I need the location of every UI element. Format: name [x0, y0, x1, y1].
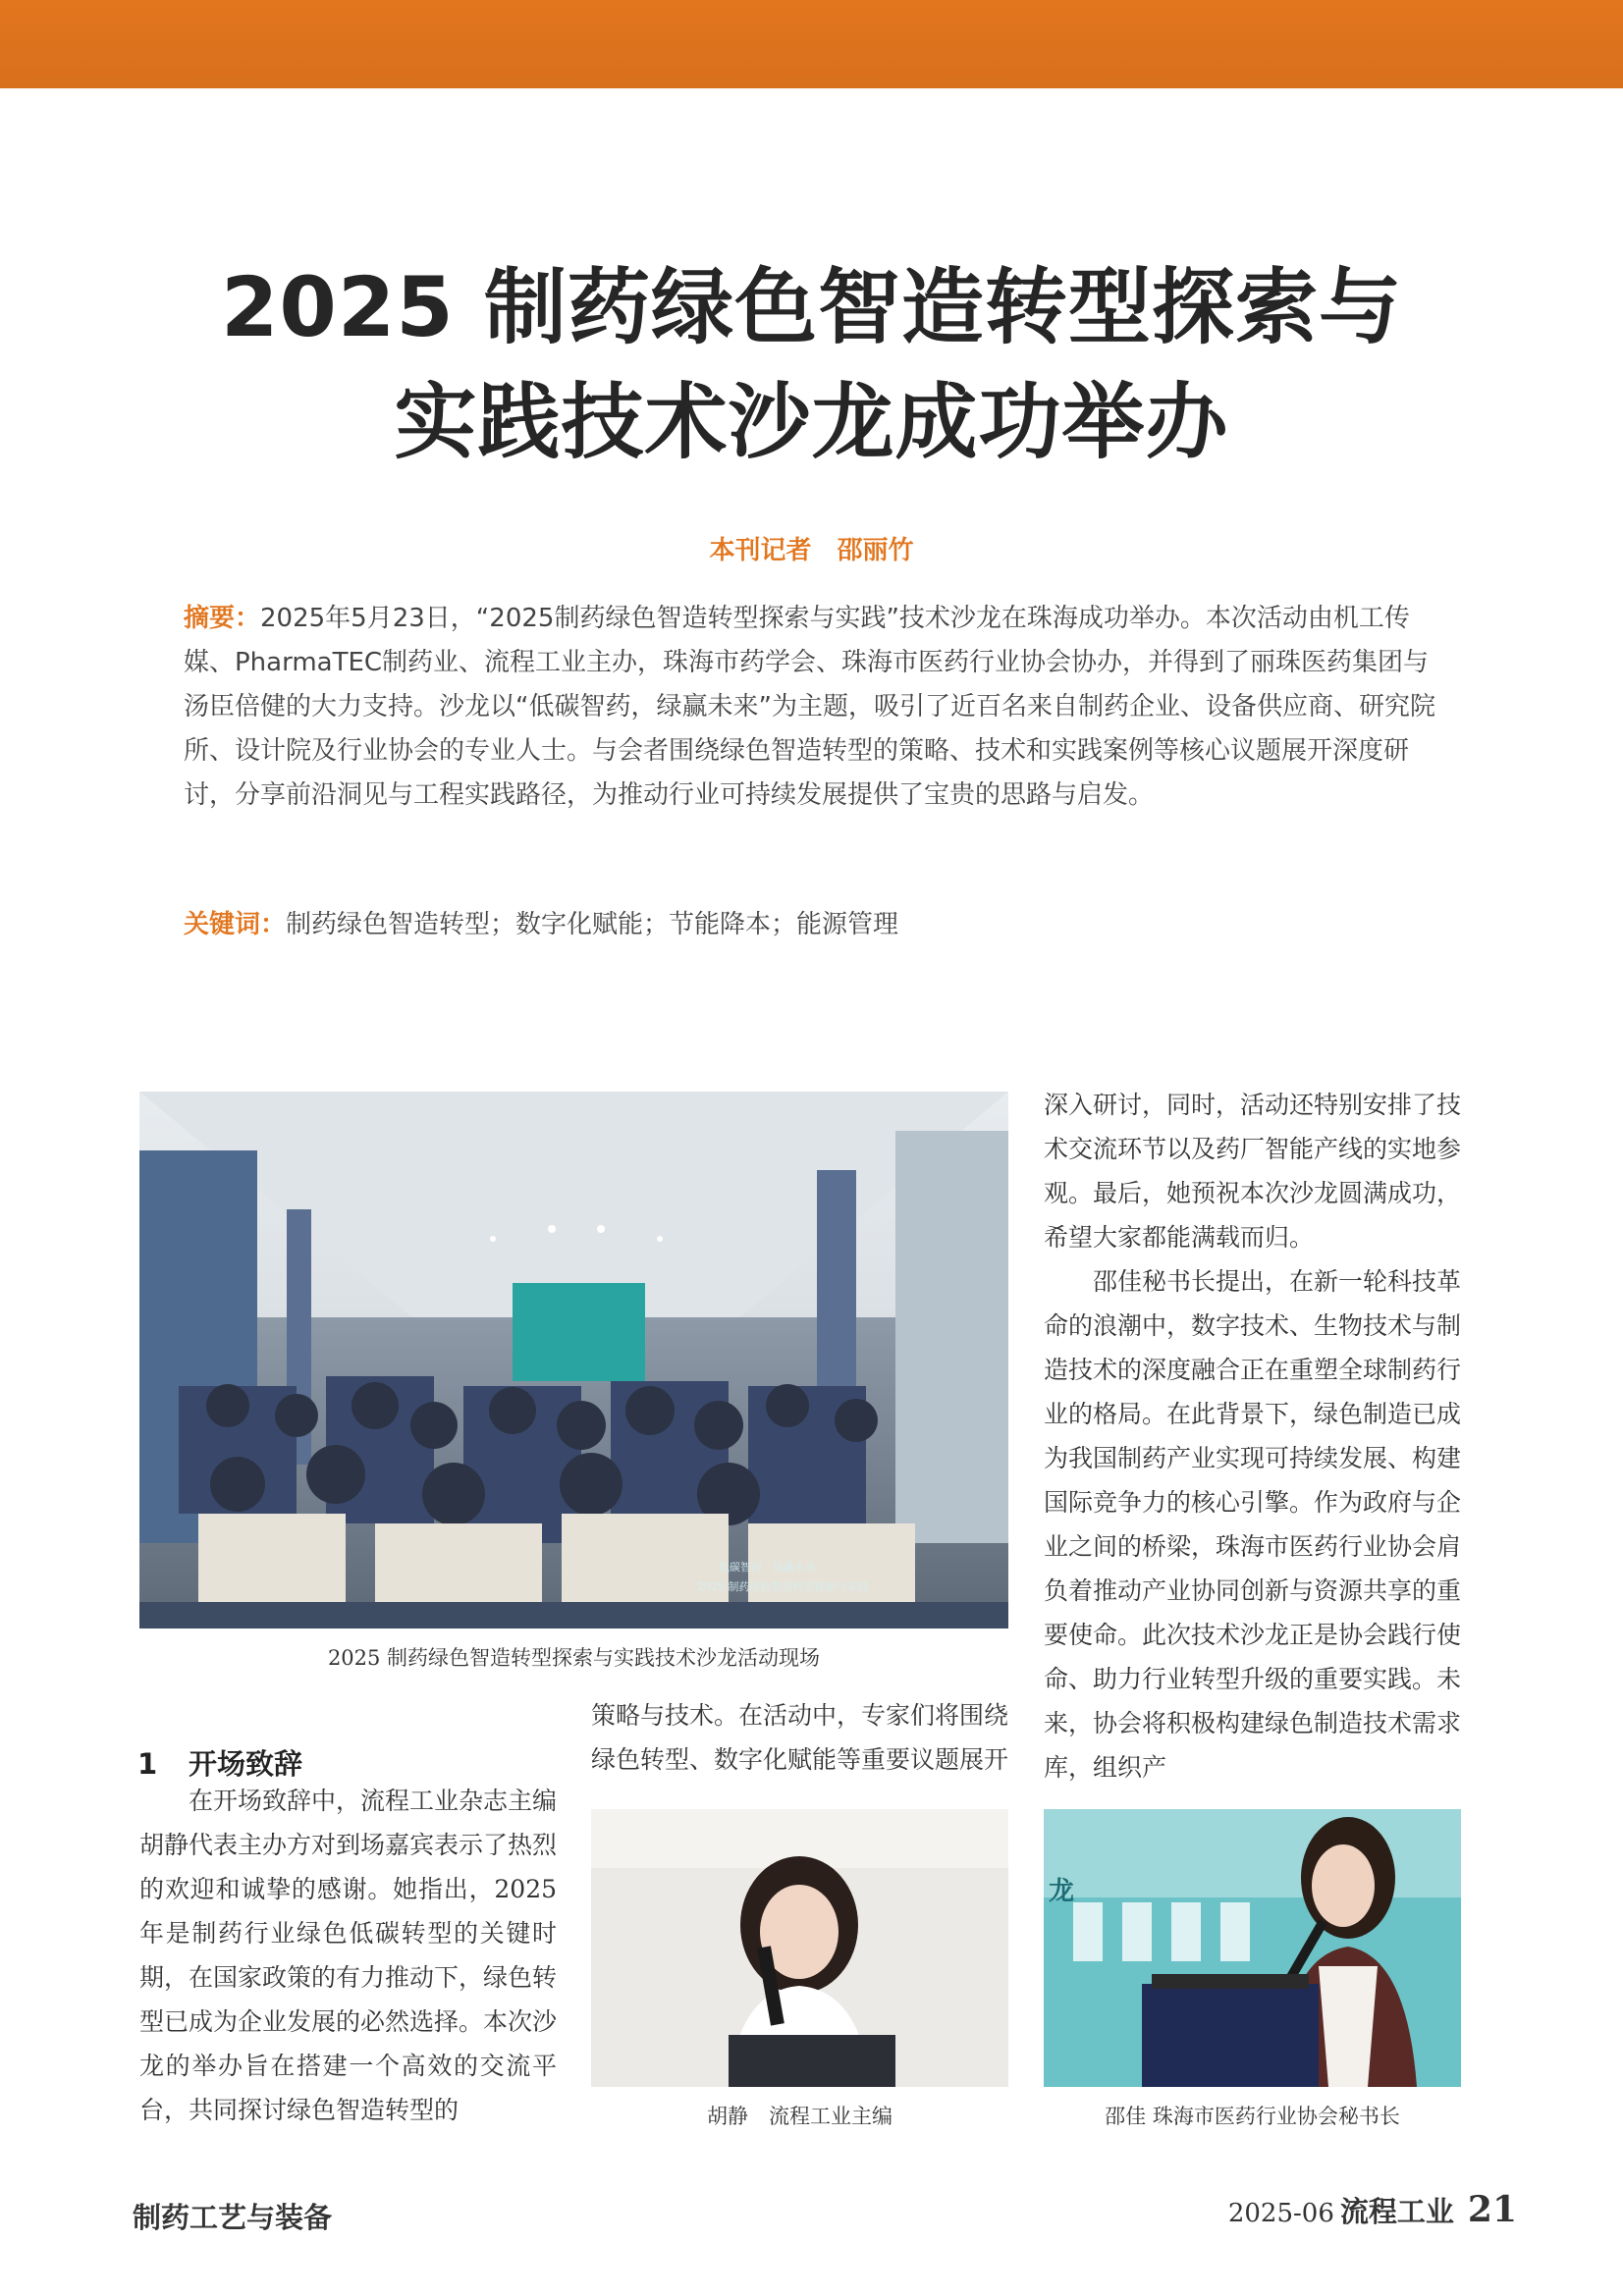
top-color-bar — [0, 0, 1623, 88]
keywords — [184, 903, 1440, 947]
shaojia-photo-illustration — [1044, 1809, 1461, 2087]
right-column-paragraph-1: 深入研讨，同时，活动还特别安排了技术交流环节以及药厂智能产线的实地参观。最后，她预祝本次沙龙圆满成功，希望大家都能满载而归。 — [1044, 1091, 1462, 1252]
article-title-line-2: 实践技术沙龙成功举办 — [394, 374, 1229, 470]
page-number: 21 — [1467, 2189, 1517, 2230]
article-title-line-1: 2025 制药绿色智造转型探索与 — [220, 259, 1403, 355]
event-photo-illustration — [139, 1092, 1008, 1629]
right-column-paragraph-2: 邵佳秘书长提出，在新一轮科技革命的浪潮中，数字技术、生物技术与制造技术的深度融合正在重塑全球制药行业的格局。在此背景下，绿色制造已成为我国制药产业实现可持续发展、构建国际竞争力的核心引擎。作为政府与企业之间的桥梁，珠海市医药行业协会肩负着推动产业协同创新与资源共享的重要使命。此次技术沙龙正是协会践行使命、助力行业转型升级的重要实践。未来，协会将积极构建绿色制造技术需求库，组织产 — [1044, 1267, 1462, 1782]
abstract-label: 摘要： — [184, 604, 261, 633]
shaojia-photo — [1044, 1809, 1461, 2087]
screen-title: 2025 制药绿色智造转型探索与实践 — [697, 1580, 869, 1593]
right-column — [1044, 1083, 1461, 1789]
hujing-caption: 胡静 流程工业主编 — [707, 2105, 893, 2128]
event-photo-caption: 2025 制药绿色智造转型探索与实践技术沙龙活动现场 — [327, 1646, 821, 1670]
keywords-label: 关键词： — [184, 910, 287, 939]
section-1-heading — [137, 1742, 302, 1783]
screen-slogan: 低碳智药 绿赢未来 — [719, 1561, 816, 1574]
keywords-text: 制药绿色智造转型；数字化赋能；节能降本；能源管理 — [286, 910, 899, 939]
hujing-photo — [591, 1809, 1008, 2087]
middle-column-text: 策略与技术。在活动中，专家们将围绕绿色转型、数字化赋能等重要议题展开 — [591, 1701, 1009, 1774]
shaojia-caption: 邵佳 珠海市医药行业协会秘书长 — [1105, 2105, 1400, 2128]
left-column-text: 在开场致辞中，流程工业杂志主编胡静代表主办方对到场嘉宾表示了热烈的欢迎和诚挚的感谢。她指出，2025 年是制药行业绿色低碳转型的关键时期，在国家政策的有力推动下，绿色转型已成为企业发展的必然选择。本次沙龙的举办旨在搭建一个高效的交流平台，共同探讨绿色智造转型的 — [139, 1787, 558, 2124]
middle-column — [591, 1693, 1008, 1782]
footer-magazine: 流程工业 — [1339, 2195, 1454, 2228]
abstract-text: 2025年5月23日，“2025制药绿色智造转型探索与实践”技术沙龙在珠海成功举办。本次活动由机工传媒、PharmaTEC制药业、流程工业主办，珠海市药学会、珠海市医药行业协会协办，并得到了丽珠医药集团与汤臣倍健的大力支持。沙龙以“低碳智药，绿赢未来”为主题，吸引了近百名来自制药企业、设备供应商、研究院所、设计院及行业协会的专业人士。与会者围绕绿色智造转型的策略、技术和实践案例等核心议题展开深度研讨，分享前沿洞见与工程实践路径，为推动行业可持续发展提供了宝贵的思路与启发。 — [184, 604, 1435, 810]
backdrop-text: 龙 — [1049, 1877, 1075, 1906]
byline: 本刊记者 邵丽竹 — [709, 536, 914, 565]
section-1-number: 1 — [137, 1747, 158, 1781]
abstract — [184, 597, 1440, 818]
footer-issue — [1228, 2189, 1517, 2230]
hujing-photo-illustration — [591, 1809, 1008, 2087]
event-photo — [139, 1092, 1008, 1629]
section-1-title: 开场致辞 — [189, 1747, 303, 1781]
left-column — [139, 1779, 557, 2132]
projection-screen — [513, 1283, 645, 1381]
footer-section-name: 制药工艺与装备 — [133, 2201, 333, 2234]
footer-date: 2025-06 — [1227, 2199, 1334, 2228]
